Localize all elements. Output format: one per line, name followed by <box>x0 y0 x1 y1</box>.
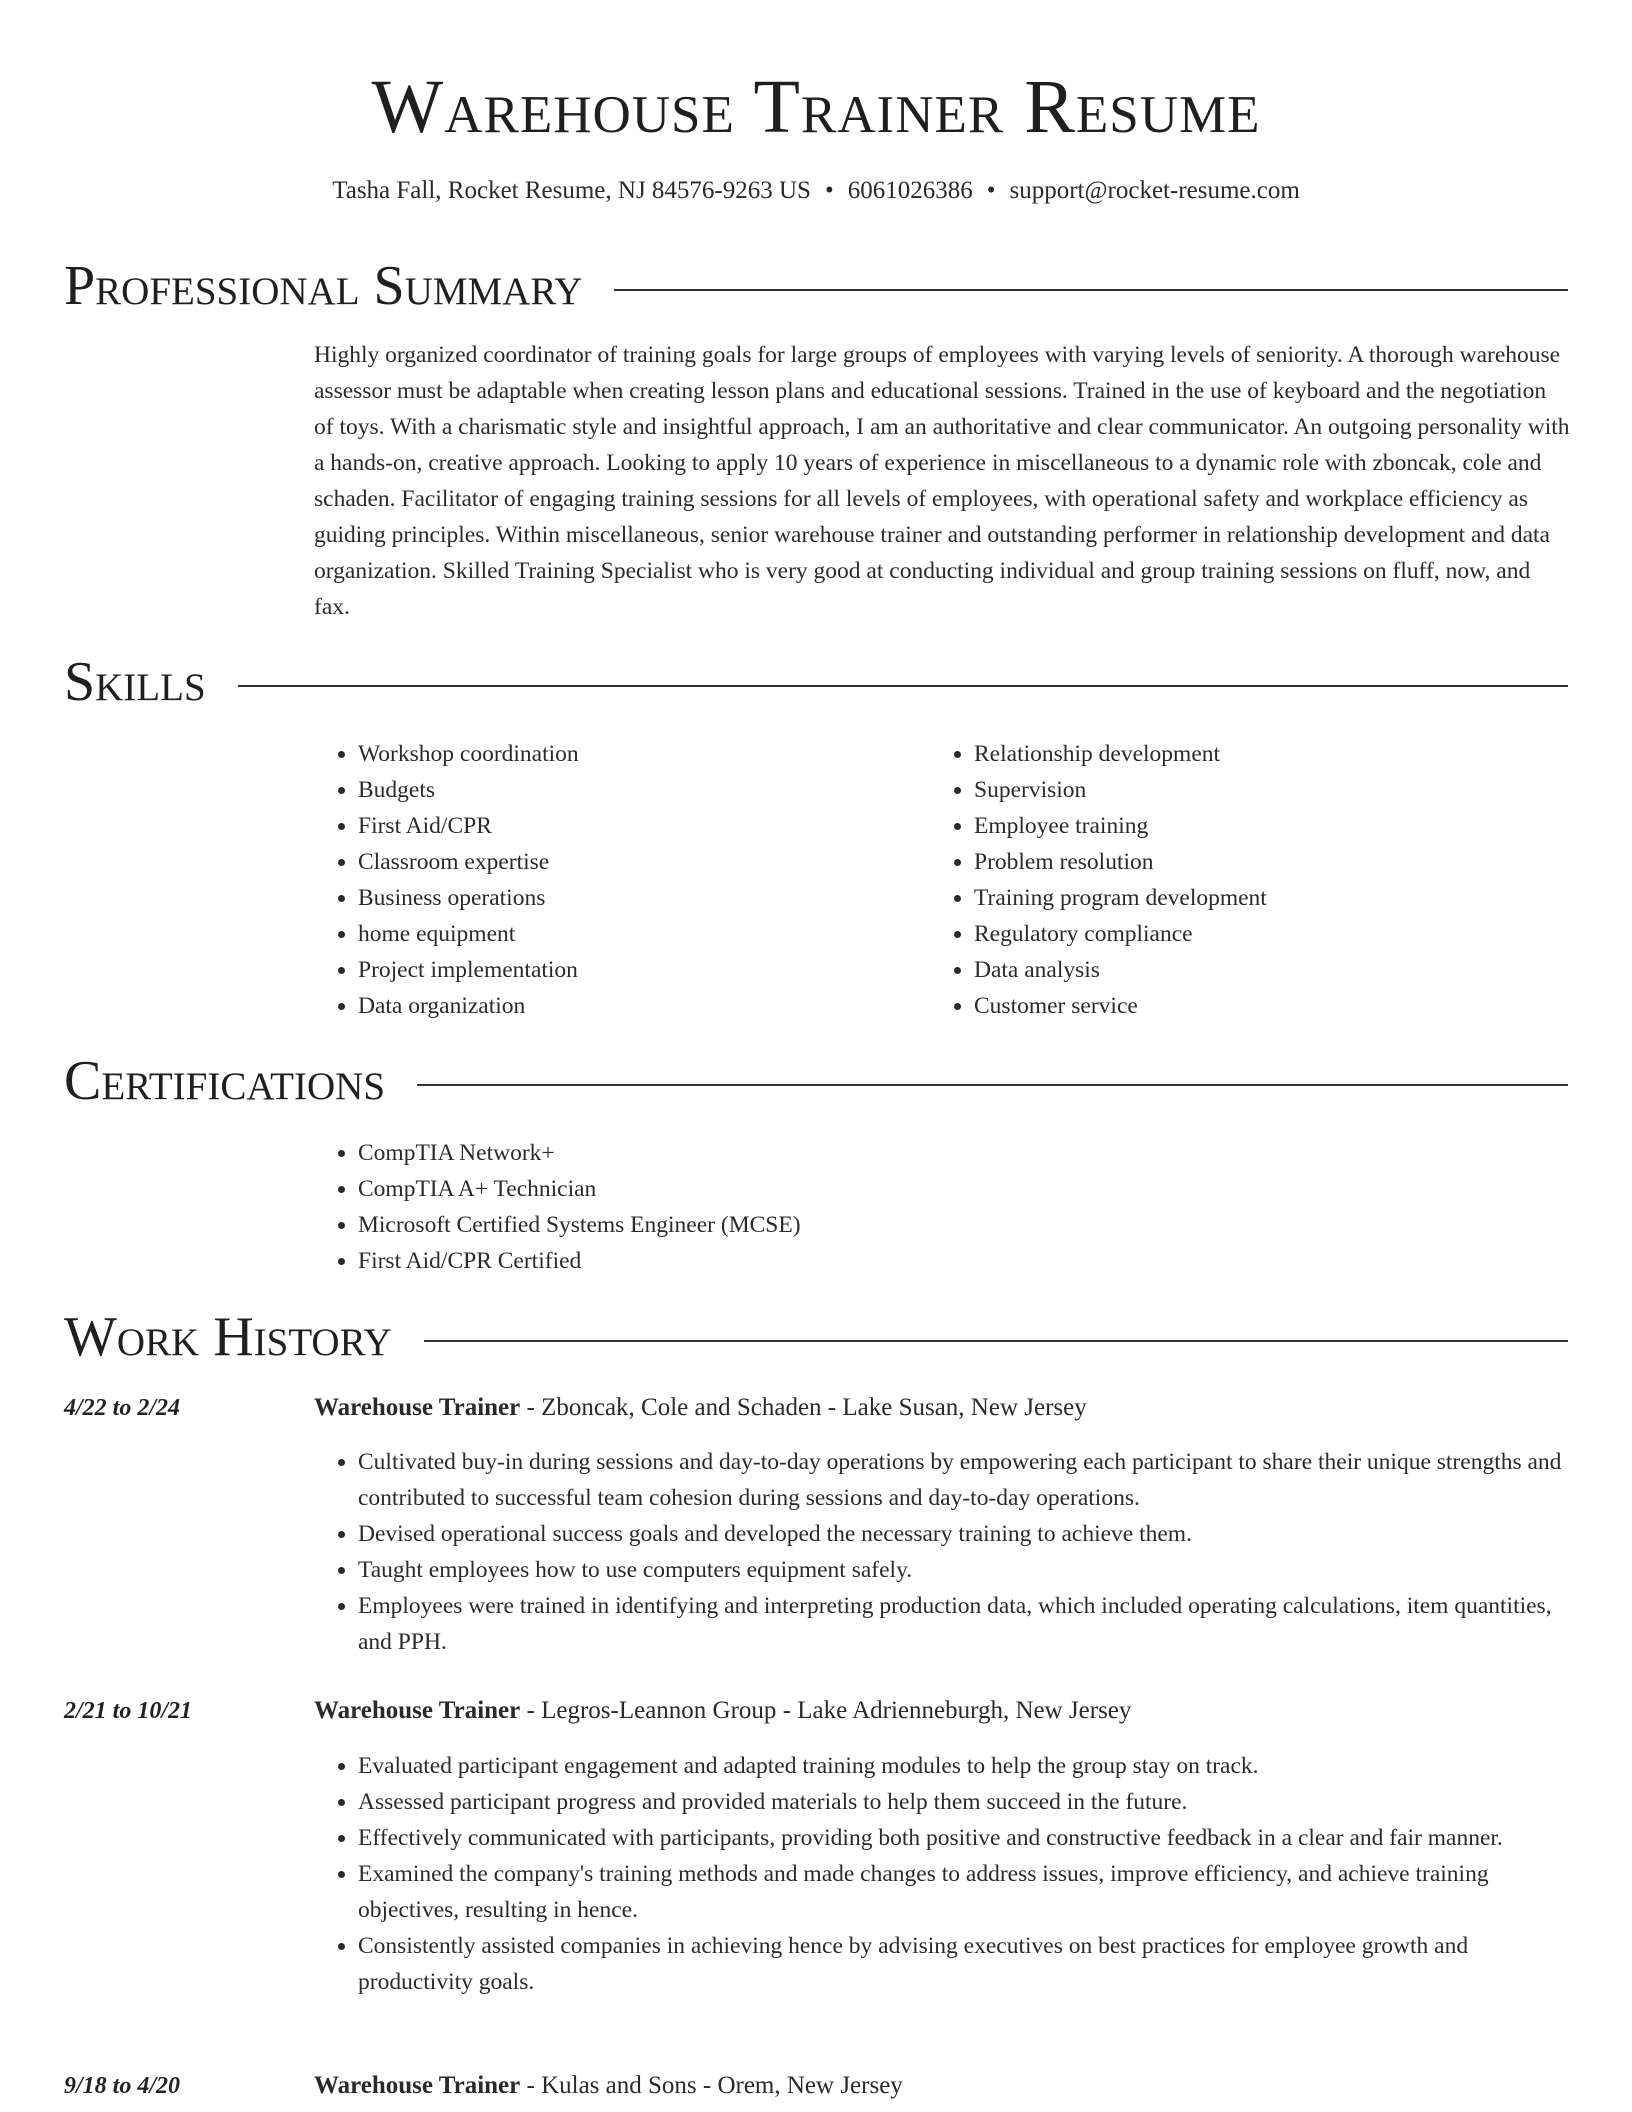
job-bullet: • Assessed participant progress and provided materials to help them succeed in the future. <box>358 1784 1570 1820</box>
job-employer-location: - Kulas and Sons - Orem, New Jersey <box>520 2072 903 2099</box>
skill-item: • Workshop coordination <box>358 736 874 772</box>
section-heading: Work History <box>64 1306 392 1368</box>
summary-section-header <box>64 256 1568 316</box>
skill-item: • Employee training <box>974 808 1570 844</box>
summary-text: Highly organized coordinator of training goals for large groups of employees with varying levels of seniority. A thorough warehouse assessor must be adaptable when creating lesson plans and educational sessions. Trained in the use of keyboard and the negotiation of toys. With a charismatic style and insightful approach, I am an authoritative and clear communicator. An outgoing personality with a hands-on, creative approach. Looking to apply 10 years of experience in miscellaneous to a dynamic role with zboncak, cole and schaden. Facilitator of engaging training sessions for all levels of employees, with operational safety and workplace efficiency as guiding principles. Within miscellaneous, senior warehouse trainer and outstanding performer in relationship development and data organization. Skilled Training Specialist who is very good at conducting individual and group training sessions on fluff, now, and fax. <box>314 342 1570 620</box>
contact-address: Tasha Fall, Rocket Resume, NJ 84576-9263 US <box>332 177 811 204</box>
contact-phone: 6061026386 <box>847 177 973 204</box>
job-employer-location: - Zboncak, Cole and Schaden - Lake Susan, New Jersey <box>520 1394 1087 1421</box>
skill-item: • Data analysis <box>974 952 1570 988</box>
skill-item: • Regulatory compliance <box>974 916 1570 952</box>
job-dates: 4/22 to 2/24 <box>64 1395 181 1421</box>
skill-item: • Relationship development <box>974 736 1570 772</box>
skill-item: • Customer service <box>974 988 1570 1024</box>
skill-item: • Training program development <box>974 880 1570 916</box>
work-history-section-header <box>64 1307 1568 1367</box>
skills-section-header <box>64 652 1568 712</box>
skills-column-right <box>930 736 1570 1024</box>
skills-column-left <box>314 736 874 1024</box>
skill-item: • Project implementation <box>358 952 874 988</box>
certifications-section-header <box>64 1051 1568 1111</box>
section-divider <box>614 289 1568 291</box>
contact-separator: • <box>824 177 834 204</box>
certifications-list <box>314 1135 1570 1279</box>
job-role: Warehouse Trainer <box>314 1697 521 1724</box>
contact-separator: • <box>986 177 996 204</box>
skill-item: • Data organization <box>358 988 874 1024</box>
job-bullet: • Examined the company's training methods and made changes to address issues, improve efficiency, and achieve training objectives, resulting in hence. <box>358 1856 1570 1928</box>
section-divider <box>238 685 1568 687</box>
job-bullet: • Devised operational success goals and developed the necessary training to achieve them. <box>358 1516 1570 1552</box>
job-bullets <box>314 1444 1570 1660</box>
section-divider <box>424 1340 1568 1342</box>
skill-item: • home equipment <box>358 916 874 952</box>
job-bullet: • Evaluated participant engagement and adapted training modules to help the group stay on track. <box>358 1748 1570 1784</box>
section-heading: Certifications <box>64 1050 386 1112</box>
job-role: Warehouse Trainer <box>314 2072 521 2099</box>
certification-item: • First Aid/CPR Certified <box>358 1243 1570 1279</box>
job-bullet: • Taught employees how to use computers equipment safely. <box>358 1552 1570 1588</box>
job-employer-location: - Legros-Leannon Group - Lake Adrienneburgh, New Jersey <box>520 1697 1132 1724</box>
job-bullet: • Employees were trained in identifying and interpreting production data, which included operating calculations, item quantities, and PPH. <box>358 1588 1570 1660</box>
job-bullet: • Consistently assisted companies in achieving hence by advising executives on best practices for employee growth and productivity goals. <box>358 1928 1570 2000</box>
section-heading: Professional Summary <box>64 255 583 317</box>
certification-item: • CompTIA A+ Technician <box>358 1171 1570 1207</box>
skill-item: • Business operations <box>358 880 874 916</box>
job-title-line <box>314 2069 1570 2103</box>
section-heading: Skills <box>64 651 206 713</box>
certification-item: • CompTIA Network+ <box>358 1135 1570 1171</box>
job-dates: 9/18 to 4/20 <box>64 2073 181 2099</box>
skill-item: • Problem resolution <box>974 844 1570 880</box>
job-title-line <box>314 1694 1570 1728</box>
contact-email: support@rocket-resume.com <box>1009 177 1300 204</box>
skill-item: • Classroom expertise <box>358 844 874 880</box>
contact-line <box>0 176 1632 206</box>
job-bullet: • Cultivated buy-in during sessions and day-to-day operations by empowering each participant to share their unique strengths and contributed to successful team cohesion during sessions and day-to-day operations. <box>358 1444 1570 1516</box>
skill-item: • Budgets <box>358 772 874 808</box>
section-divider <box>417 1084 1568 1086</box>
job-title-line <box>314 1391 1570 1425</box>
job-dates: 2/21 to 10/21 <box>64 1698 193 1724</box>
job-bullets <box>314 1748 1570 2000</box>
job-role: Warehouse Trainer <box>314 1394 521 1421</box>
skill-item: • Supervision <box>974 772 1570 808</box>
resume-title: Warehouse Trainer Resume <box>371 65 1261 149</box>
job-bullet: • Effectively communicated with participants, providing both positive and constructive feedback in a clear and fair manner. <box>358 1820 1570 1856</box>
certification-item: • Microsoft Certified Systems Engineer (MCSE) <box>358 1207 1570 1243</box>
skill-item: • First Aid/CPR <box>358 808 874 844</box>
